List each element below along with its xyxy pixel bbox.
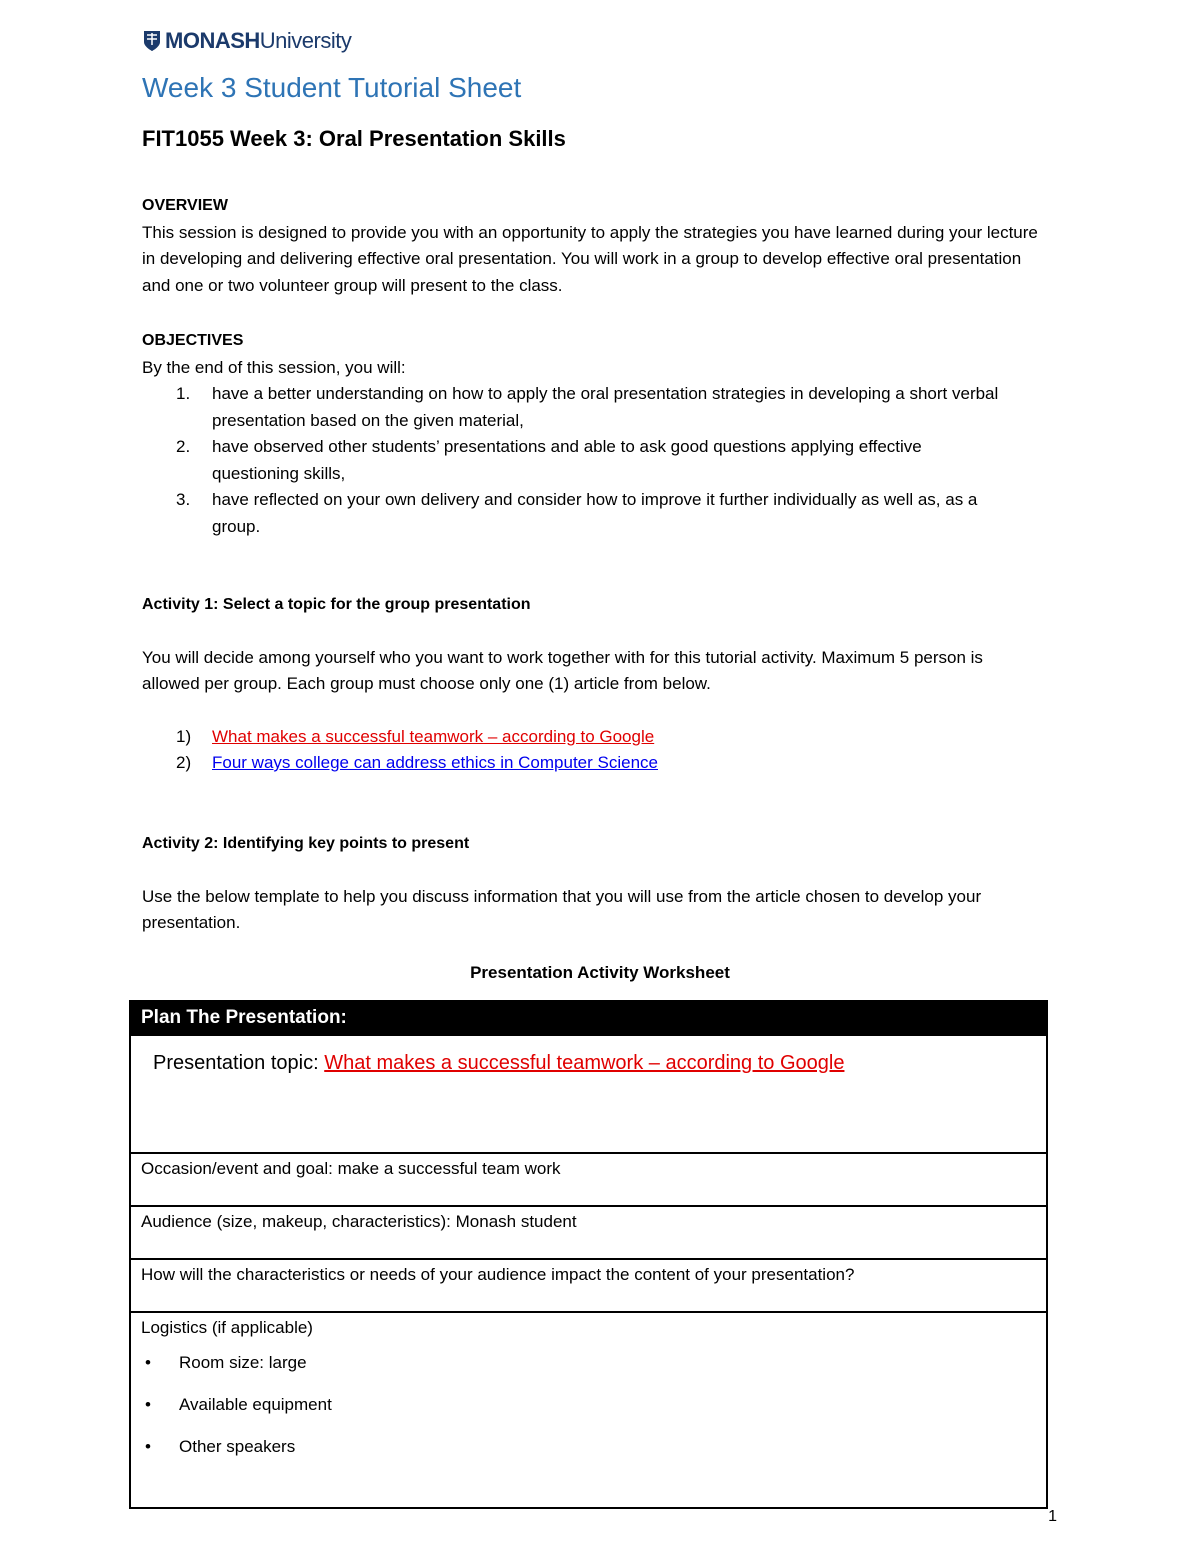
logistics-cell <box>130 1312 1047 1508</box>
bullet-icon: • <box>145 1437 151 1456</box>
list-item: • Available equipment <box>141 1395 1036 1415</box>
list-item: • Other speakers <box>141 1437 1036 1457</box>
objectives-heading: OBJECTIVES <box>142 332 244 349</box>
objectives-list <box>142 381 1042 540</box>
activity1-section <box>142 592 1042 777</box>
impact-cell: How will the characteristics or needs of your audience impact the content of your presentation? <box>130 1259 1047 1312</box>
topic-cell <box>130 1035 1047 1153</box>
article-list <box>142 724 1042 777</box>
list-item: 2. have observed other students’ presentations and able to ask good questions applying effective questioning skills, <box>176 437 922 483</box>
page-subtitle: FIT1055 Week 3: Oral Presentation Skills <box>142 126 566 151</box>
list-item: 1) What makes a successful teamwork – according to Google <box>142 724 1042 751</box>
topic-label: Presentation topic: <box>153 1052 325 1074</box>
logo-wordmark: MONASHUniversity <box>165 28 352 53</box>
article-link-teamwork[interactable]: What makes a successful teamwork – according to Google <box>212 726 655 746</box>
list-item: 2) Four ways college can address ethics in Computer Science <box>142 750 1042 777</box>
page-number: 1 <box>1048 1508 1057 1525</box>
bullet-icon: • <box>145 1395 151 1414</box>
worksheet-table <box>129 1000 1048 1509</box>
objectives-section <box>142 328 1042 540</box>
occasion-cell: Occasion/event and goal: make a successful team work <box>130 1153 1047 1206</box>
bullet-icon: • <box>145 1353 151 1372</box>
logistics-label: Logistics (if applicable) <box>141 1318 313 1337</box>
objectives-intro: By the end of this session, you will: <box>142 357 406 377</box>
overview-section <box>142 193 1042 299</box>
activity1-heading: Activity 1: Select a topic for the group presentation <box>142 596 531 613</box>
crest-icon <box>143 30 161 52</box>
monash-logo <box>143 28 351 54</box>
topic-link[interactable]: What makes a successful teamwork – according to Google <box>324 1052 845 1074</box>
audience-cell: Audience (size, makeup, characteristics): Monash student <box>130 1206 1047 1259</box>
overview-heading: OVERVIEW <box>142 197 228 214</box>
activity2-text: Use the below template to help you discuss information that you will use from the article chosen to develop your presentation. <box>142 886 982 932</box>
list-item: • Room size: large <box>141 1353 1036 1373</box>
list-item: 3. have reflected on your own delivery and consider how to improve it further individually as well as, as a group. <box>176 490 978 536</box>
worksheet-title: Presentation Activity Worksheet <box>470 963 730 982</box>
activity2-section <box>142 831 1042 937</box>
activity1-text: You will decide among yourself who you want to work together with for this tutorial activity. Maximum 5 person is allowed per group. Each group must choose only one (1) article from below. <box>142 647 983 693</box>
worksheet-header: Plan The Presentation: <box>130 1001 1047 1035</box>
overview-text: This session is designed to provide you with an opportunity to apply the strategies you have learned during your lecture in developing and delivering effective oral presentation. You will work in a group to develop effective oral presentation and one or two volunteer group will present to the class. <box>142 222 1038 295</box>
list-item: 1. have a better understanding on how to apply the oral presentation strategies in developing a short verbal presentation based on the given material, <box>176 384 999 430</box>
activity2-heading: Activity 2: Identifying key points to present <box>142 835 470 852</box>
page-title: Week 3 Student Tutorial Sheet <box>142 72 522 103</box>
article-link-ethics[interactable]: Four ways college can address ethics in Computer Science <box>212 753 658 772</box>
